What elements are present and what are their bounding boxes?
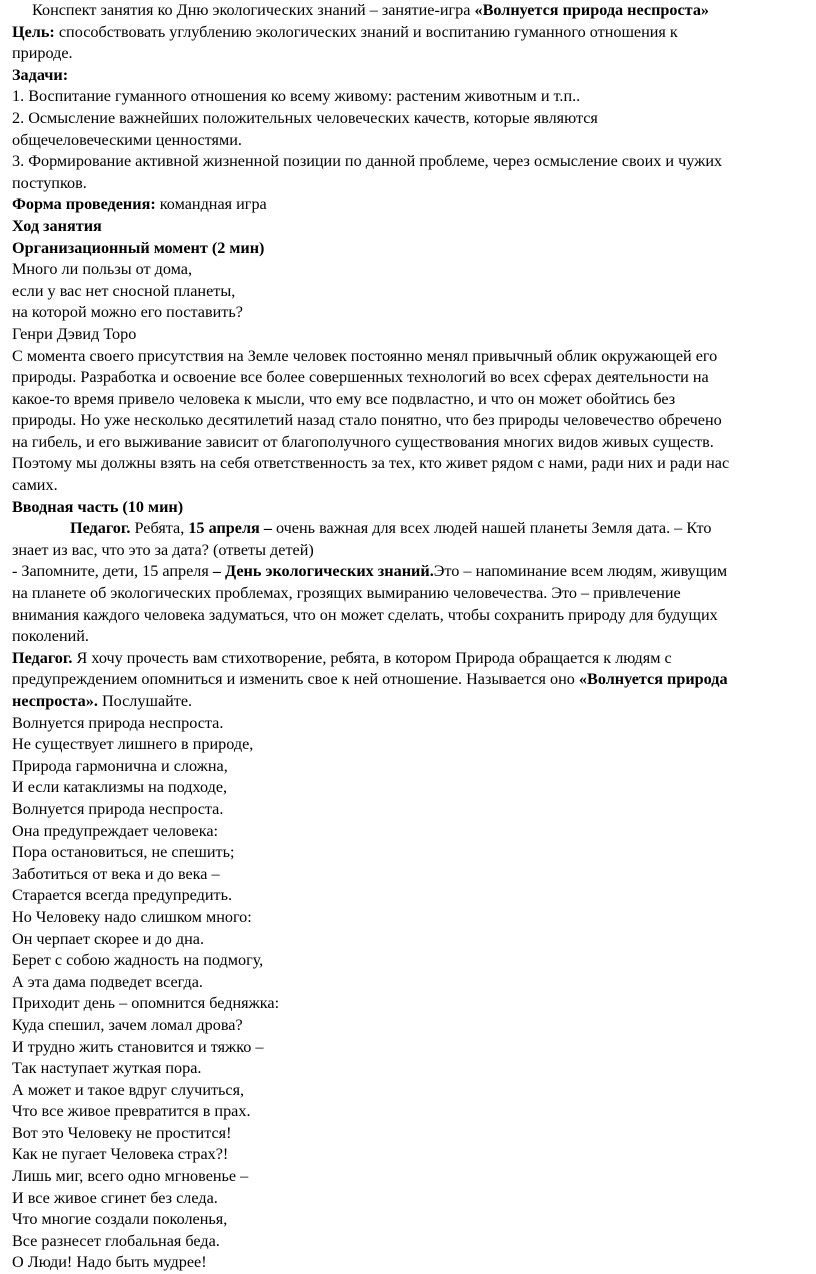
intro-paragraph-line: природы. Разработка и освоение все более совершенных технологий во всех сферах деятельности на [12,368,709,387]
poem-line: И трудно жить становится и тяжко – [12,1037,264,1056]
epigraph-line: на которой можно его поставить? [12,303,243,322]
poem-line: Все разнесет глобальная беда. [12,1231,220,1250]
poem-line: Природа гармонична и сложна, [12,756,228,775]
poem-line: Волнуется природа неспроста. [12,713,224,732]
poem-intro-line-2: предупреждением опомниться и изменить свое к ней отношение. Называется оно «Волнуется природа [12,670,728,689]
poem-line: Берет с собою жадность на подмогу, [12,951,264,970]
intro-paragraph-line: С момента своего присутствия на Земле человек постоянно менял привычный облик окружающей его [12,346,718,365]
epigraph-line: Много ли пользы от дома, [12,260,193,279]
poem-intro-line-3: неспроста». Послушайте. [12,692,193,710]
poem-line: Так наступает жуткая пора. [12,1059,202,1078]
form-line: Форма проведения: командная игра [12,195,267,214]
poem-line: Но Человеку надо слишком много: [12,907,252,926]
intro-paragraph-line: природы. Но уже несколько десятилетий назад стало понятно, что без природы человечество обречено [12,411,722,430]
poem-line: Что все живое превратится в прах. [12,1102,251,1121]
intro-paragraph-line: Поэтому мы должны взять на себя ответственность за тех, кто живет рядом с нами, ради них и ради нас [12,454,730,473]
org-moment-heading: Организационный момент (2 мин) [12,238,265,257]
poem-line: О Люди! Надо быть мудрее! [12,1253,207,1272]
task-3-line-2: поступков. [12,173,87,192]
teacher-line-2: знает из вас, что это за дата? (ответы детей) [12,540,314,559]
intro-paragraph-line: самих. [12,476,58,495]
goal-line: Цель: способствовать углублению экологических знаний и воспитанию гуманного отношения к [12,22,678,41]
poem-intro-line-1: Педагог. Я хочу прочесть вам стихотворение, ребята, в котором Природа обращается к людям с [12,648,672,667]
poem-line: Куда спешил, зачем ломал дрова? [12,1015,243,1034]
goal-line-2: природе. [12,44,73,63]
epigraph-line: если у вас нет сносной планеты, [12,281,236,300]
task-3-line-1: 3. Формирование активной жизненной позиции по данной проблеме, через осмысление своих и чужих [12,152,723,171]
epigraph-author: Генри Дэвид Торо [12,324,137,343]
poem-line: Волнуется природа неспроста. [12,799,224,818]
poem-line: Вот это Человеку не простится! [12,1123,232,1142]
eco-day-line-4: поколений. [12,627,89,646]
poem-line: А эта дама подведет всегда. [12,972,203,991]
poem-line: Он черпает скорее и до дна. [12,929,205,948]
intro-paragraph-line: какое-то время привело человека к мысли, что ему все подвластно, и что он может обойтись без [12,389,676,408]
poem [12,713,804,1274]
poem-line: Лишь миг, всего одно мгновенье – [12,1167,249,1186]
tasks-heading: Задачи: [12,65,69,84]
poem-line: Пора остановиться, не спешить; [12,843,235,862]
poem-line: Приходит день – опомнится бедняжка: [12,994,280,1013]
intro-part-heading: Вводная часть (10 мин) [12,497,184,516]
poem-line: И все живое сгинет без следа. [12,1188,218,1207]
eco-day-line-2: на планете об экологических проблемах, грозящих вымиранию человечества. Это – привлечение [12,584,681,603]
task-1: 1. Воспитание гуманного отношения ко всему живому: растеним животным и т.п.. [12,87,581,106]
poem-line: Не существует лишнего в природе, [12,735,254,754]
document-title: Конспект занятия ко Дню экологических знаний – занятие-игра «Волнуется природа неспроста» [32,1,710,19]
task-2-line-2: общечеловеческими ценностями. [12,130,242,149]
poem-line: А может и такое вдруг случиться, [12,1080,245,1099]
intro-paragraph-line: на гибель, и его выживание зависит от благополучного существования многих видов живых существ. [12,432,714,451]
eco-day-line-1: - Запомните, дети, 15 апреля – День экологических знаний.Это – напоминание всем людям, живущим [12,562,728,581]
course-heading: Ход занятия [12,216,102,235]
poem-line: Она предупреждает человека: [12,821,219,840]
poem-line: Как не пугает Человека страх?! [12,1145,229,1164]
poem-line: Заботиться от века и до века – [12,864,220,883]
poem-line: Что многие создали поколенья, [12,1210,228,1229]
task-2-line-1: 2. Осмысление важнейших положительных человеческих качеств, которые являются [12,108,598,127]
poem-line: Старается всегда предупредить. [12,886,233,905]
poem-line: И если катаклизмы на подходе, [12,778,228,797]
eco-day-line-3: внимания каждого человека задуматься, что он может сделать, чтобы сохранить природу для будущих [12,605,718,624]
teacher-line-1: Педагог. Ребята, 15 апреля – очень важная для всех людей нашей планеты Земля дата. – Кто [70,519,712,538]
